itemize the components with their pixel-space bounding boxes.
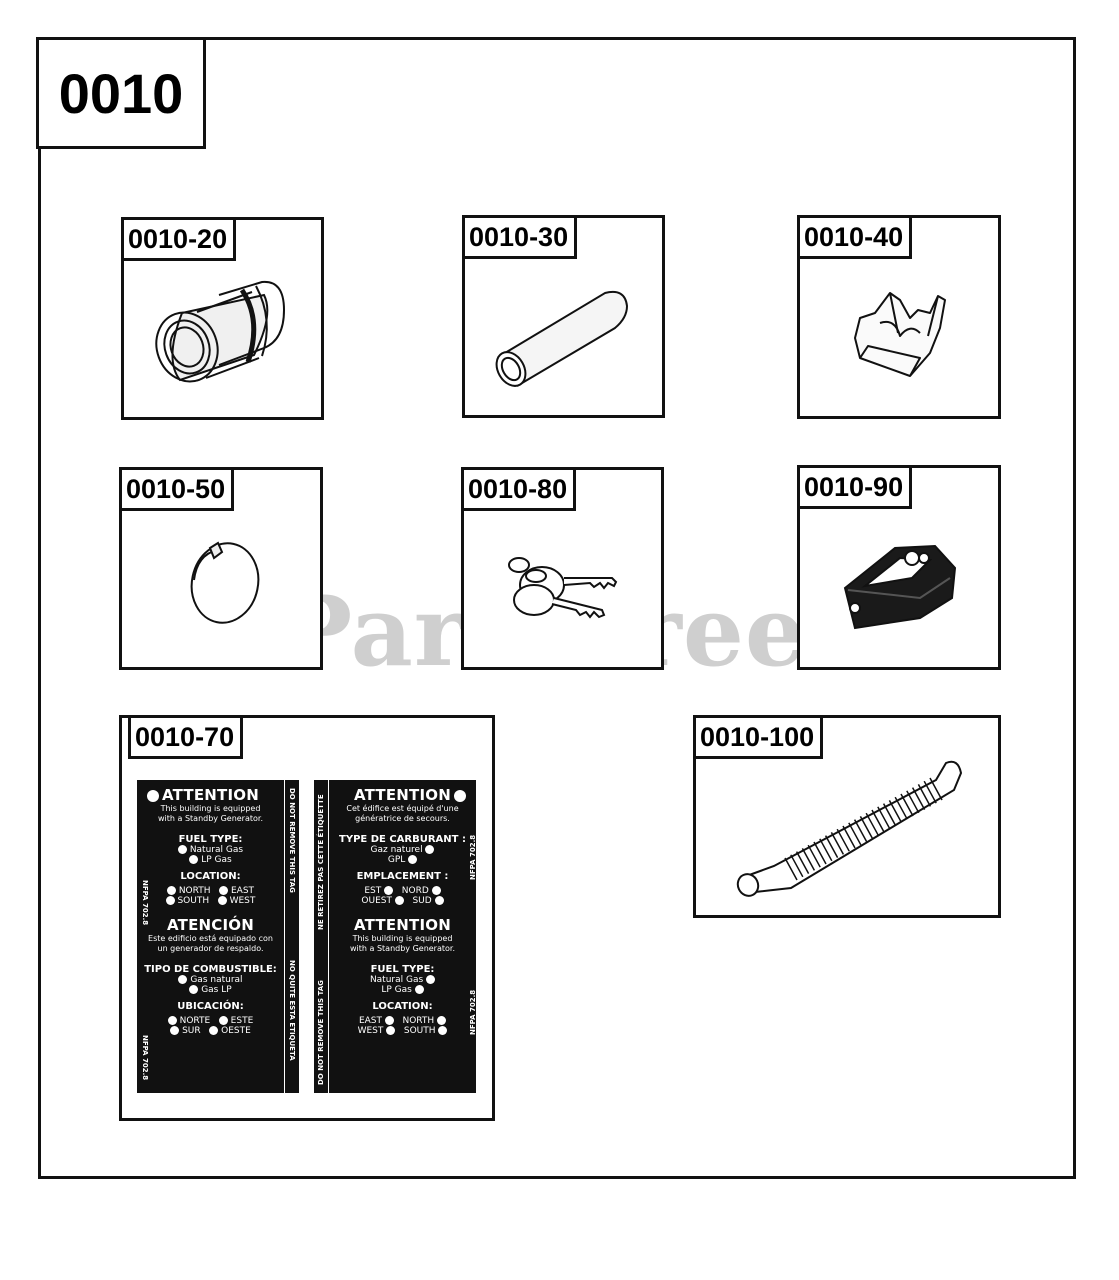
part-label: 0010-20 <box>121 217 236 261</box>
part-panel-0010-70[interactable] <box>119 715 495 1121</box>
part-panel-0010-30[interactable] <box>462 215 665 418</box>
tag-side-strip-left: DO NOT REMOVE THIS TAG NO QUITE ESTA ETIQUETA <box>285 780 299 1093</box>
part-label: 0010-70 <box>128 715 243 759</box>
part-panel-0010-90[interactable] <box>797 465 1001 670</box>
part-label: 0010-30 <box>462 215 577 259</box>
part-panel-0010-40[interactable] <box>797 215 1001 419</box>
attention-tag-left: ATTENTION This building is equipped with a Standby Generator. FUEL TYPE: Natural Gas LP Gas LOCATION: NORTH EAST SOUTH WEST ATENCIÓN Este edificio está equipado con un generador de respaldo. TIPO DE COMBUSTIBLE: Gas natural Gas LP UBICACIÓN: NORTE ESTE SUR OESTE NFPA 702.8 NFPA 702.8 <box>137 780 284 1093</box>
tag-title-es: ATENCIÓN <box>167 916 254 934</box>
part-label: 0010-40 <box>797 215 912 259</box>
part-panel-0010-80[interactable] <box>461 467 664 670</box>
part-panel-0010-50[interactable] <box>119 467 323 670</box>
part-label: 0010-90 <box>797 465 912 509</box>
part-label: 0010-80 <box>461 467 576 511</box>
tag-title-en-2: ATTENTION <box>354 916 451 934</box>
attention-tag-right: ATTENTION Cet édifice est équipé d'une génératrice de secours. TYPE DE CARBURANT : Gaz naturel GPL EMPLACEMENT : EST NORD OUEST SUD ATTENTION This building is equipped with a Standby Generator. FUEL TYPE: Natural Gas LP Gas LOCATION: EAST NORTH WEST SOUTH NFPA 702.8 NFPA 702.8 <box>329 780 476 1093</box>
section-label: 0010 <box>36 37 206 149</box>
tag-side-strip-right: NE RETIREZ PAS CETTE ÉTIQUETTE DO NOT REMOVE THIS TAG <box>314 780 328 1093</box>
tag-title-en: ATTENTION <box>162 786 259 804</box>
part-label: 0010-50 <box>119 467 234 511</box>
part-panel-0010-100[interactable] <box>693 715 1001 918</box>
tag-title-fr: ATTENTION <box>354 786 451 804</box>
part-panel-0010-20[interactable] <box>121 217 324 420</box>
part-label: 0010-100 <box>693 715 823 759</box>
